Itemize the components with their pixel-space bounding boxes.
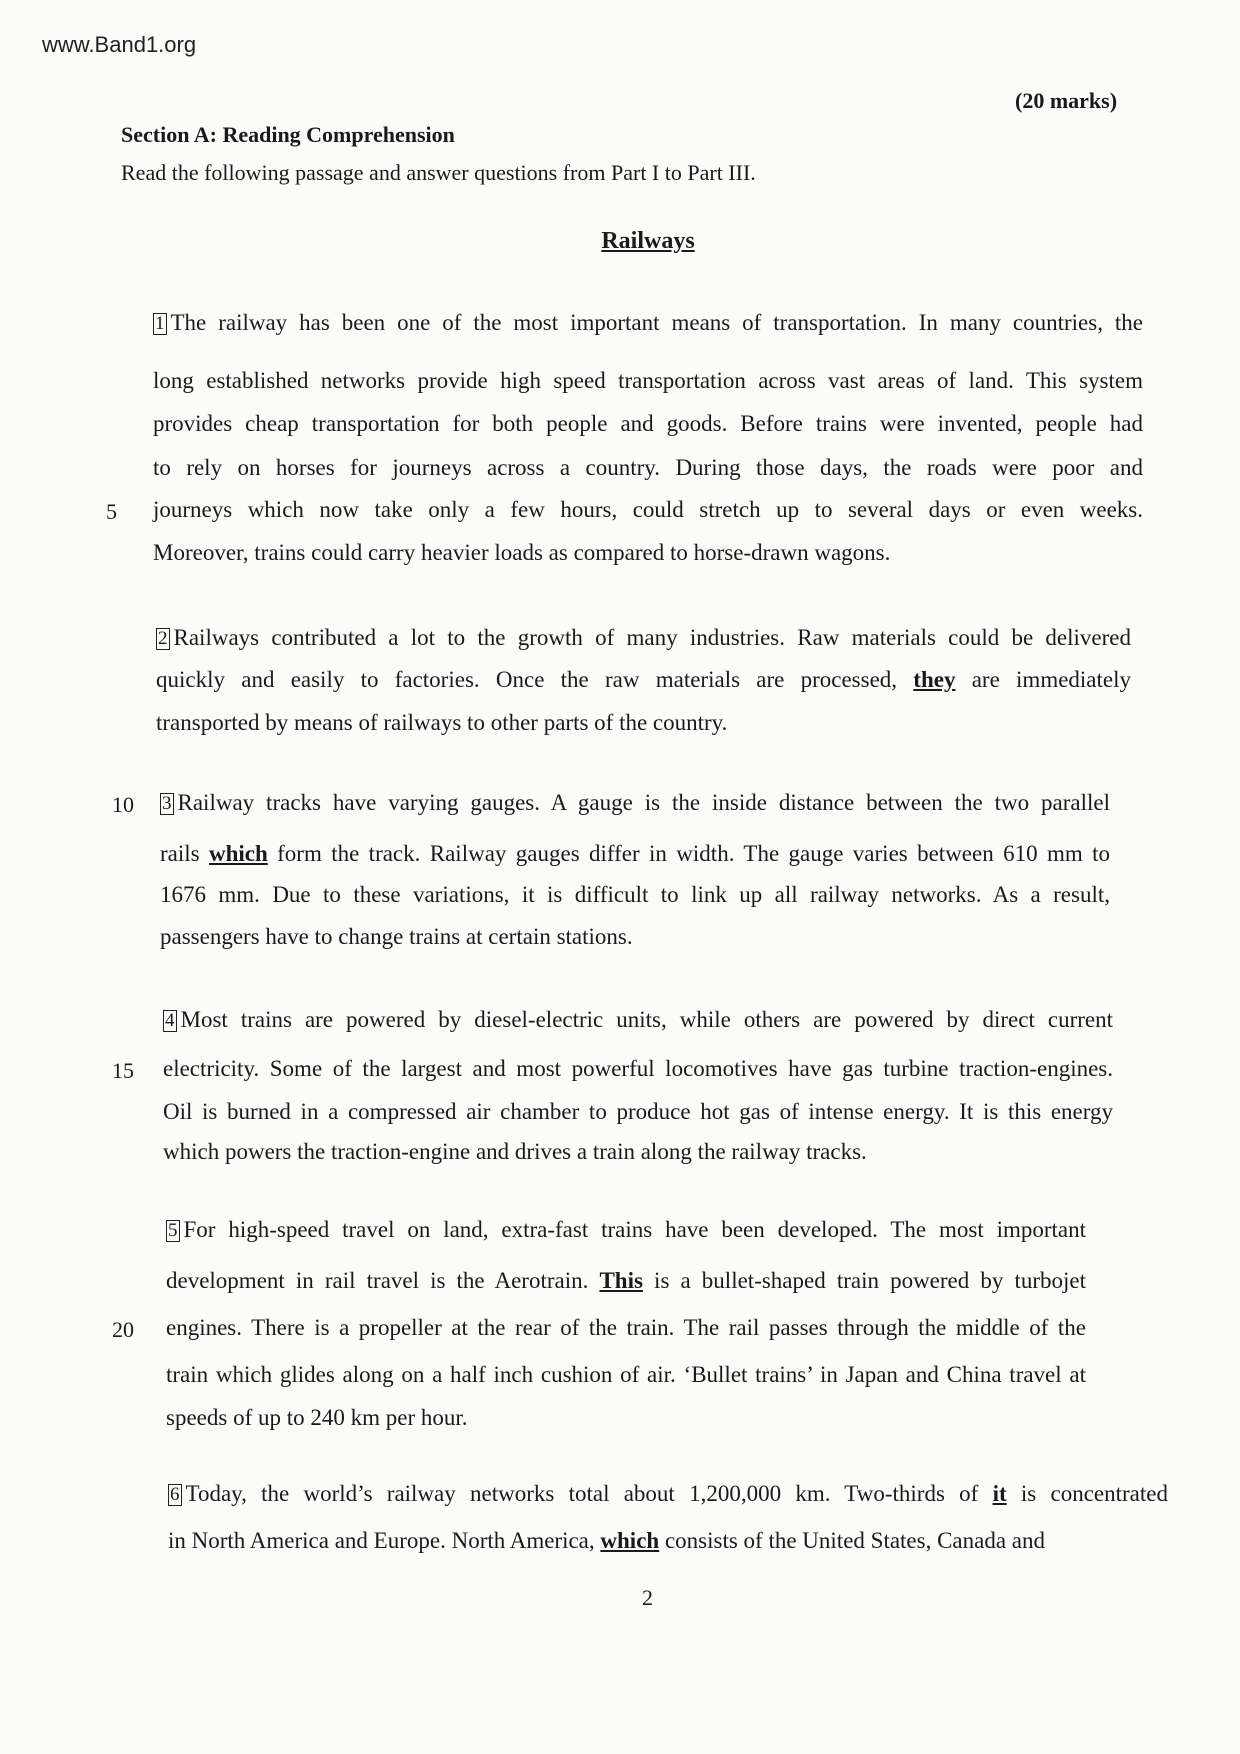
- instruction-text: Read the following passage and answer questions from Part I to Part III.: [121, 160, 756, 185]
- text-run: consists of the United States, Canada and: [659, 1528, 1046, 1553]
- text-run: engines. There is a propeller at the rear of the train. The rail passes through the middle of the: [166, 1315, 1086, 1340]
- text-run: provides cheap transportation for both people and goods. Before trains were invented, people had: [153, 411, 1143, 436]
- referent-word: This: [599, 1268, 643, 1293]
- paragraph-number-box: 5: [168, 1220, 178, 1241]
- text-run: Moreover, trains could carry heavier loads as compared to horse-drawn wagons.: [153, 540, 891, 565]
- passage-line: [166, 1315, 1086, 1341]
- referent-word: they: [913, 667, 956, 692]
- passage-line: [153, 411, 1143, 437]
- text-run: electricity. Some of the largest and most powerful locomotives have gas turbine traction-engines.: [163, 1056, 1113, 1081]
- passage-line: [163, 1099, 1113, 1125]
- passage-line: [166, 1268, 1086, 1294]
- passage-line: [160, 790, 1110, 816]
- passage-line: [166, 1217, 1086, 1243]
- paragraph-number-box: 1: [155, 313, 165, 334]
- passage-line: [168, 1528, 1045, 1554]
- text-run: in North America and Europe. North America,: [168, 1528, 601, 1553]
- line-number: 10: [112, 792, 134, 817]
- passage-line: [156, 667, 1131, 693]
- text-run: transported by means of railways to other parts of the country.: [156, 710, 728, 735]
- site-watermark: www.Band1.org: [42, 32, 197, 57]
- referent-word: it: [992, 1481, 1007, 1506]
- passage-line: [160, 882, 1110, 908]
- text-run: which powers the traction-engine and drives a train along the railway tracks.: [163, 1139, 867, 1164]
- passage-line: [166, 1362, 1086, 1388]
- text-run: Oil is burned in a compressed air chamber to produce hot gas of intense energy. It is this energy: [163, 1099, 1113, 1124]
- passage-line: [156, 710, 727, 736]
- passage-title: Railways: [601, 228, 695, 254]
- passage-line: [153, 310, 1143, 336]
- passage-line: [163, 1139, 867, 1165]
- text-run: is concentrated: [1006, 1481, 1168, 1506]
- line-number: 5: [106, 499, 117, 524]
- paragraph-number-box: 2: [158, 628, 168, 649]
- marks-label: (20 marks): [1015, 88, 1118, 113]
- passage-line: [163, 1056, 1113, 1082]
- referent-word: which: [208, 841, 268, 866]
- passage-line: [168, 1481, 1168, 1507]
- referent-word: which: [600, 1528, 660, 1553]
- passage-line: [160, 924, 633, 950]
- text-run: For high-speed travel on land, extra-fast trains have been developed. The most important: [183, 1217, 1086, 1242]
- passage-line: [153, 455, 1143, 481]
- passage-line: [153, 540, 890, 566]
- text-run: train which glides along on a half inch cushion of air. ‘Bullet trains’ in Japan and China travel at: [166, 1362, 1086, 1387]
- text-run: passengers have to change trains at certain stations.: [160, 924, 633, 949]
- passage-line: [156, 625, 1131, 651]
- text-run: to rely on horses for journeys across a country. During those days, the roads were poor and: [153, 455, 1143, 480]
- text-run: quickly and easily to factories. Once the raw materials are processed,: [156, 667, 914, 692]
- text-run: speeds of up to 240 km per hour.: [166, 1405, 468, 1430]
- text-run: The railway has been one of the most important means of transportation. In many countries, the: [170, 310, 1143, 335]
- text-run: Railway tracks have varying gauges. A gauge is the inside distance between the two parallel: [177, 790, 1110, 815]
- line-number: 15: [112, 1058, 134, 1083]
- passage-line: [153, 368, 1143, 394]
- text-run: Most trains are powered by diesel-electric units, while others are powered by direct current: [180, 1007, 1113, 1032]
- text-run: form the track. Railway gauges differ in width. The gauge varies between 610 mm to: [267, 841, 1110, 866]
- passage-line: [163, 1007, 1113, 1033]
- paragraph-number-box: 3: [162, 793, 172, 814]
- text-run: is a bullet-shaped train powered by turbojet: [642, 1268, 1086, 1293]
- text-run: long established networks provide high speed transportation across vast areas of land. This system: [153, 368, 1143, 393]
- page-number: 2: [642, 1585, 653, 1610]
- text-run: journeys which now take only a few hours, could stretch up to several days or even weeks.: [153, 497, 1143, 522]
- text-run: Today, the world’s railway networks total about 1,200,000 km. Two-thirds of: [185, 1481, 993, 1506]
- text-run: 1676 mm. Due to these variations, it is difficult to link up all railway networks. As a result,: [160, 882, 1110, 907]
- passage-line: [153, 497, 1143, 523]
- text-run: rails: [160, 841, 209, 866]
- paragraph-number-box: 4: [165, 1010, 175, 1031]
- passage-line: [160, 841, 1110, 867]
- paragraph-number-box: 6: [170, 1484, 180, 1505]
- section-title: Section A: Reading Comprehension: [121, 122, 455, 147]
- passage-line: [166, 1405, 468, 1431]
- line-number: 20: [112, 1317, 134, 1342]
- text-run: Railways contributed a lot to the growth of many industries. Raw materials could be delivered: [173, 625, 1131, 650]
- text-run: development in rail travel is the Aerotrain.: [166, 1268, 600, 1293]
- text-run: are immediately: [955, 667, 1132, 692]
